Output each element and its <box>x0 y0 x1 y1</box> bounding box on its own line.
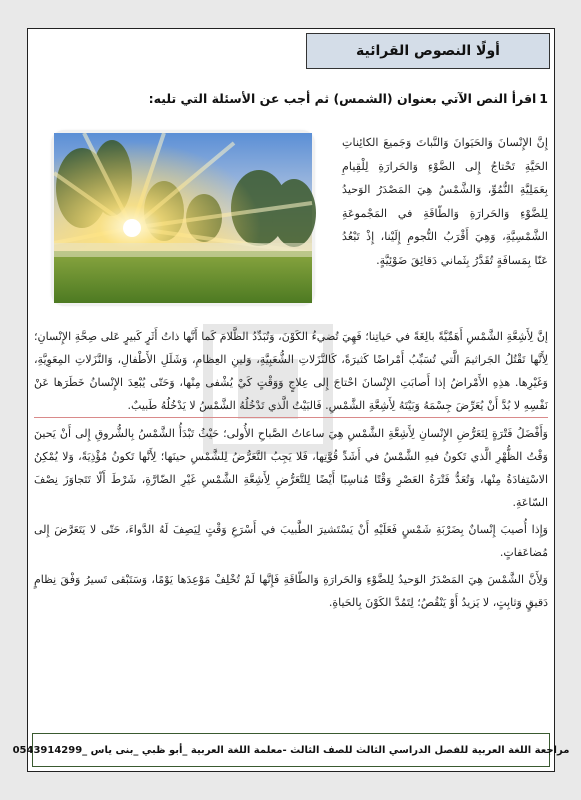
passage-paragraph-2: وَأَفْضَلُ فَتْرَةٍ لِتَعَرُّضِ الإِنْسانِ لِأَشِعَّةِ الشَّمْسِ هِيَ ساعاتُ الصَّباحِ الأُولى؛ حَيْثُ تَبْدَأُ الشَّمْسُ بِالشُّروقِ إِلى أَنْ يَحينَ وَقْتُ الظُّهْرِ الَّذي تَكونُ فيهِ الشَّمْسُ في أَشَدِّ قُوَّتِها، فَلا يَجِبُ التَّعَرُّضُ لِلشَّمْسِ حينَها؛ لِأَنَّها تَكونُ مُؤْذِيَةً، وَلا يُمْكِنُ الاسْتِفادَةُ مِنْها، وَتُعَدُّ فَتْرَةُ العَصْرِ وَقْتًا مُناسِبًا أَيْضًا لِلتَّعَرُّضِ لِأَشِعَّةِ الشَّمْسِ غَيْرِ الضّارَّةِ، شَرْطَ أَلّا تَتَجاوَزَ نِصْفَ السّاعَةِ. <box>34 427 548 509</box>
section-title: أولًا النصوص القرائية <box>356 43 500 59</box>
passage-paragraph-1: إنَّ لِأَشِعَّةِ الشَّمْسِ أَهَمِّيَّةً بالِغَةً في حَياتِنا؛ فَهِيَ تُضيءُ الكَوْنَ، وَتُبَدِّدُ الظَّلامَ كَما أَنَّها ذاتُ أَثَرٍ كَبيرٍ عَلى صِحَّةِ الإِنْسانِ؛ لِأَنَّها تَقْتُلُ الجَراثيمَ الَّتي تُسَبِّبُ أَمْراضًا كَثيرَةً، كَالنَّزَلاتِ الشُّعَبِيَّةِ، وَلينِ العِظامِ، وَشَلَلِ الأَطْفالِ، وَالنَّزَلاتِ المِعَوِيَّةِ، وَغَيْرِها. هذِهِ الأَمْراضُ إذا أَصابَتِ الإِنْسانَ احْتاجَ إِلى عِلاجٍ وَوَقْتٍ كَيْ يُشْفى مِنْها، وَحَتّى يُبْعِدَ الإِنْسانُ خَطَرَها عَنْ نَفْسِهِ لا بُدَّ أَنْ يُعَرِّضَ جِسْمَهُ وَبَيْتَهُ لِأَشِعَّةِ الشَّمْسِ. فَالبَيْتُ الَّذي تَدْخُلُهُ الشَّمْسُ لا يَدْخُلُهُ طَبيبٌ. <box>34 325 548 418</box>
question-text: اقرأ النص الآتي بعنوان (الشمس) ثم أجب عن الأسئلة التي تليه: <box>148 91 537 106</box>
footer-text: مراجعة اللغة العربية للفصل الدراسي الثالث للصف الثالث -معلمة اللغة العربية _أبو ظبي _بنى ياس _0543914299 <box>12 744 570 756</box>
worksheet-page <box>12 28 570 772</box>
passage-intro: إِنَّ الإِنْسانَ وَالحَيَوانَ وَالنَّباتَ وَجَميعَ الكائِناتِ الحَيَّةِ تَحْتاجُ إِلى الضَّوْءِ وَالحَرارَةِ لِلْقِيامِ بِعَمَلِيَّةِ النُّمُوِّ، وَالشَّمْسُ هِيَ المَصْدَرُ الوَحيدُ لِلضَّوْءِ وَالحَرارَةِ وَالطّاقَةِ في المَجْموعَةِ الشَّمْسِيَّةِ، وَهِيَ أَقْرَبُ النُّجومِ إِلَيْنا، إِذْ تَبْعُدُ عَنّا بِمَسافَةٍ تُقَدَّرُ بِثَماني دَقائِقَ ضَوْئِيَّةٍ. <box>342 136 548 267</box>
question-number: 1 <box>539 91 548 106</box>
passage-body <box>34 325 548 618</box>
sun-forest-image <box>54 133 312 303</box>
section-header <box>306 33 550 69</box>
passage-paragraph-3: وَإِذا أُصيبَ إِنْسانٌ بِضَرْبَةِ شَمْسٍ فَعَلَيْهِ أَنْ يَسْتَشيرَ الطَّبيبَ في أَسْرَعِ وَقْتٍ لِيَصِفَ لَهُ الدَّواءَ، حَتّى لا يَتَعَرَّضَ إِلى مُضاعَفاتٍ. <box>34 523 548 559</box>
footer-banner <box>12 733 570 767</box>
question-instruction <box>43 91 548 106</box>
passage-paragraph-4: وَلِأَنَّ الشَّمْسَ هِيَ المَصْدَرُ الوَحيدُ لِلضَّوْءِ وَالحَرارَةِ وَالطّاقَةِ فَإِنَّها لَمْ تُخْلِفْ مَوْعِدَها يَوْمًا، وَسَتَبْقى تَسيرُ وَفْقَ نِظامٍ دَقيقٍ وَثابِتٍ، لا يَزيدُ أَوْ يَنْقُصُ؛ لِتَمُدَّ الكَوْنَ بِالحَياةِ. <box>34 573 548 609</box>
